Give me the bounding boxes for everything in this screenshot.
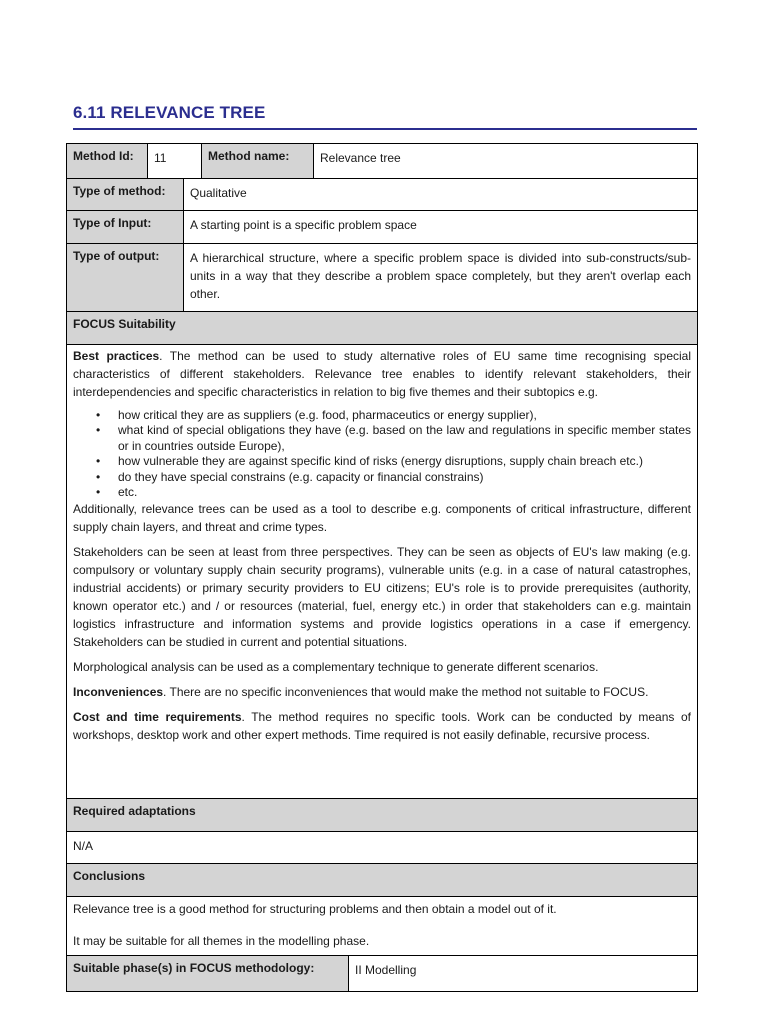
type-of-input-row [67,211,697,243]
list-item: • what kind of special obligations they have (e.g. based on the law and regulations in specific member states or in countries outside Europe), [118,423,691,454]
required-adaptations-value: N/A [73,839,94,853]
type-of-output-label: Type of output: [67,244,183,311]
focus-suitability-body [67,345,697,798]
type-of-method-row [67,179,697,210]
list-item: • do they have special constrains (e.g. capacity or financial constrains) [118,470,691,485]
list-item: • how vulnerable they are against specific kind of risks (energy disruptions, supply chain breach etc.) [118,454,691,469]
conclusions-label: Conclusions [67,864,697,896]
conclusions-body [67,897,697,955]
stakeholders-paragraph: Stakeholders can be seen at least from three perspectives. They can be seen as objects of EU's law making (e.g. compulsory or voluntary supply chain security programs), vulnerable units (e.g. in a case of natural catastrophes, industrial accidents) or primary security providers to EU citizens; EU's role is to provide prerequisites (authority, known operator etc.) and / or resources (material, fuel, energy etc.) in order that stakeholders can e.g. maintain logistics infrastructure and information systems and provide logistics operations in a case if emergency. Stakeholders can be studied in current and potential situations. [73,545,691,650]
best-practices-lead: Best practices [73,349,160,363]
best-practices-paragraph [73,347,691,401]
conclusion-line: Relevance tree is a good method for structuring problems and then obtain a model out of it. [73,902,557,916]
type-of-output-value: A hierarchical structure, where a specific problem space is divided into sub-constructs/sub-units in a way that they describe a problem space completely, but they aren't overlap each other. [190,251,691,301]
type-of-output-row [67,244,697,311]
criteria-list [73,408,691,500]
required-adaptations-header [67,799,697,831]
best-practices-text: . The method can be used to study alternative roles of EU same time recognising special characteristics of different stakeholders. Relevance tree enables to identify relevant stakeholders, their interdependencies and specific characteristics in relation to big five themes and their subtopics e.g. [73,349,692,399]
conclusions-header [67,864,697,896]
focus-suitability-label: FOCUS Suitability [67,312,697,344]
method-id-row [67,144,697,178]
morphological-paragraph: Morphological analysis can be used as a complementary technique to generate different scenarios. [73,660,599,675]
required-adaptations-label: Required adaptations [67,799,697,831]
cost-paragraph [73,708,691,744]
method-name-value: Relevance tree [320,151,401,165]
cost-lead: Cost and time requirements [73,710,242,725]
additionally-paragraph: Additionally, relevance trees can be used as a tool to describe e.g. components of critical infrastructure, different supply chain layers, and threat and crime types. [73,502,691,535]
conclusion-line: It may be suitable for all themes in the modelling phase. [73,934,370,948]
method-id-label: Method Id: [67,144,147,178]
type-of-method-value: Qualitative [190,186,247,200]
type-of-input-label: Type of Input: [67,211,183,243]
inconveniences-lead: Inconveniences [73,685,164,700]
inconveniences-paragraph [73,683,691,701]
method-name-label: Method name: [202,144,313,178]
type-of-input-value: A starting point is a specific problem space [190,218,417,232]
section-heading: 6.11 RELEVANCE TREE [73,103,697,130]
method-id-value: 11 [154,151,167,165]
suitable-phases-value: II Modelling [355,963,417,977]
type-of-method-label: Type of method: [67,179,183,210]
focus-suitability-header [67,312,697,344]
list-item: • how critical they are as suppliers (e.g. food, pharmaceutics or energy supplier), [118,408,691,423]
suitable-phases-row [67,956,697,991]
cost-text: . The method requires no specific tools. Work can be conducted by means of workshops, desktop work and other expert methods. Time required is not easily definable, recursive process. [73,710,692,743]
inconveniences-text: . There are no specific inconveniences that would make the method not suitable to FOCUS. [163,685,649,700]
suitable-phases-label: Suitable phase(s) in FOCUS methodology: [67,956,348,991]
list-item: • etc. [118,485,691,500]
required-adaptations-body [67,832,697,863]
method-table [66,143,698,992]
